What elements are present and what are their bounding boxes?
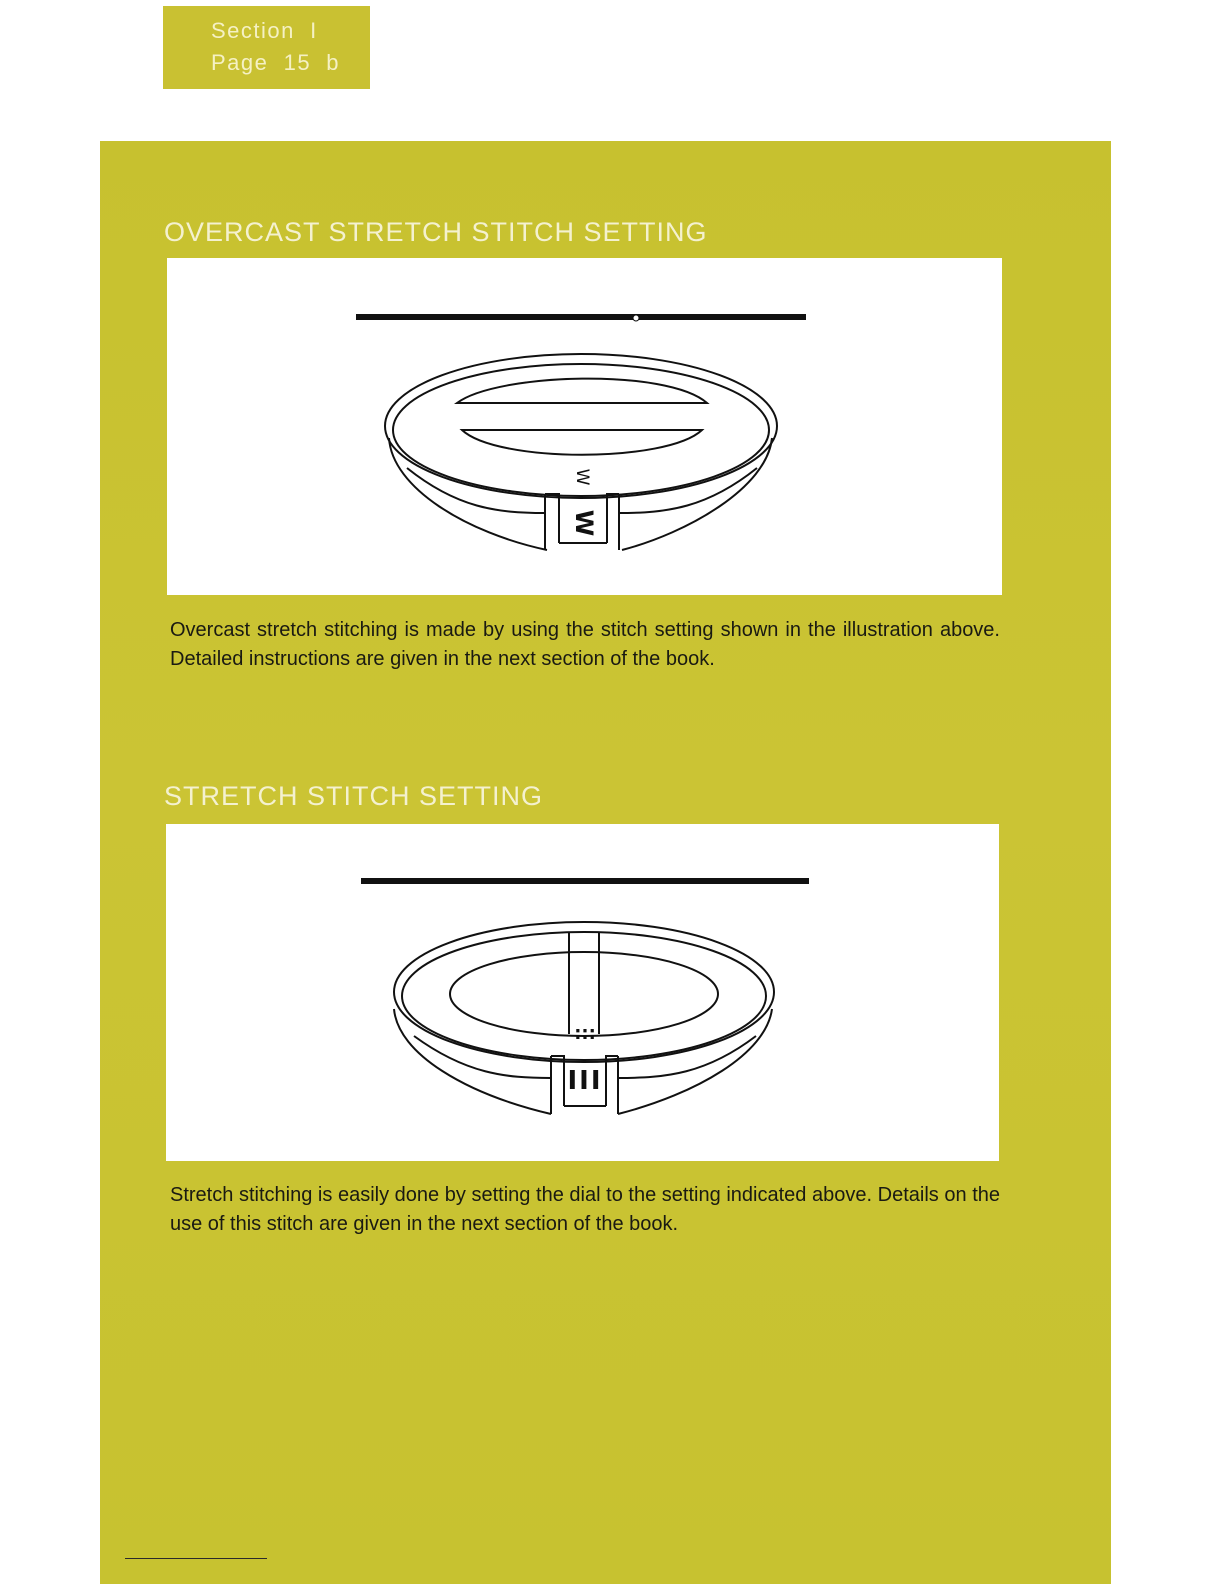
overcast-dial-illustration — [167, 258, 1002, 595]
footer-rule — [125, 1558, 267, 1559]
overcast-heading: OVERCAST STRETCH STITCH SETTING — [164, 217, 708, 247]
dial-mark-lower: III — [567, 1066, 603, 1096]
page-label: Page 15 b — [211, 50, 341, 75]
dial-mark-upper: ::: — [574, 1023, 596, 1044]
stretch-heading: STRETCH STITCH SETTING — [164, 781, 543, 811]
dial-mark-lower: W — [570, 509, 598, 537]
dial-mark-upper: W — [572, 468, 592, 486]
stretch-dial-drawing — [166, 824, 999, 1161]
pointer-bar — [356, 314, 806, 320]
pointer-bar — [361, 878, 809, 884]
section-page-tab — [163, 6, 370, 89]
stretch-description: Stretch stitching is easily done by setting the dial to the setting indicated above. Details on the use of this stitch are given in the next section of the book. — [170, 1184, 1000, 1235]
overcast-description: Overcast stretch stitching is made by using the stitch setting shown in the illustration above. Detailed instructions are given in the next section of the book. — [170, 619, 1000, 670]
section-label: Section I — [211, 18, 318, 43]
stretch-dial-illustration — [166, 824, 999, 1161]
overcast-dial-drawing — [167, 258, 1002, 595]
